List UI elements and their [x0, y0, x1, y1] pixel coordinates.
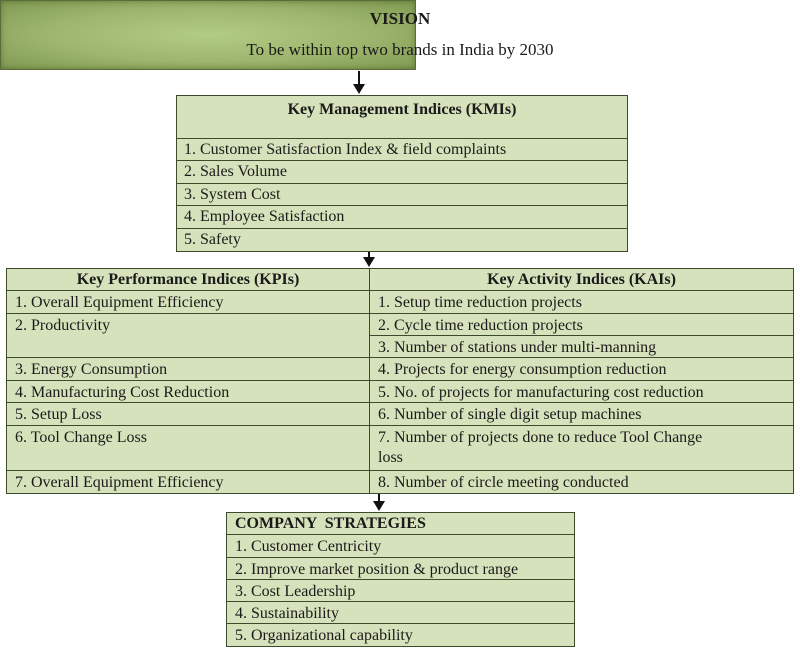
kai-item: 8. Number of circle meeting conducted — [378, 474, 629, 491]
kmi-item: 4. Employee Satisfaction — [177, 206, 627, 229]
strategy-item: 2. Improve market position & product range — [227, 558, 574, 580]
kai-item: 4. Projects for energy consumption reduction — [370, 358, 793, 381]
vision-statement: To be within top two brands in India by 2030 — [246, 40, 554, 59]
kai-item: 6. Number of single digit setup machines — [370, 403, 793, 426]
kai-item: 3. Number of stations under multi-manning — [370, 336, 793, 358]
kmi-box — [176, 95, 628, 252]
kai-item: 5. No. of projects for manufacturing cost reduction — [370, 381, 793, 403]
kpi-item: 1. Overall Equipment Efficiency — [7, 291, 369, 314]
kai-item-line: loss — [378, 449, 403, 466]
kpi-item: 3. Energy Consumption — [7, 358, 369, 381]
kai-item-multiline — [370, 426, 793, 471]
kmi-item: 2. Sales Volume — [177, 161, 627, 184]
kpi-title: Key Performance Indices (KPIs) — [7, 269, 369, 291]
strategy-item: 3. Cost Leadership — [227, 580, 574, 602]
kpi-item: 5. Setup Loss — [7, 403, 369, 426]
vision-box — [0, 0, 554, 70]
kpi-item: 4. Manufacturing Cost Reduction — [7, 381, 369, 403]
kmi-title: Key Management Indices (KMIs) — [177, 96, 627, 139]
strategy-item: 4. Sustainability — [227, 602, 574, 624]
kai-item-line: 7. Number of projects done to reduce Tool Change — [378, 429, 703, 446]
strategy-item: 5. Organizational capability — [235, 627, 413, 644]
kai-title: Key Activity Indices (KAIs) — [370, 269, 793, 291]
kai-box — [369, 268, 794, 494]
strategy-item: 1. Customer Centricity — [227, 535, 574, 558]
kpi-item: 2. Productivity — [7, 314, 369, 358]
arrow-head-vision-to-kmi — [353, 84, 365, 94]
kpi-item: 6. Tool Change Loss — [7, 426, 369, 471]
vision-title: VISION — [369, 9, 431, 28]
strategies-title: COMPANY STRATEGIES — [227, 513, 574, 535]
arrow-head-kmi-to-indices — [363, 257, 375, 267]
kai-item: 1. Setup time reduction projects — [370, 291, 793, 314]
kai-item: 2. Cycle time reduction projects — [370, 314, 793, 336]
kmi-item: 3. System Cost — [177, 184, 627, 206]
kmi-item: 5. Safety — [184, 231, 241, 248]
strategies-box — [226, 512, 575, 647]
arrow-vision-to-kmi — [358, 71, 360, 85]
kpi-box — [6, 268, 370, 494]
arrow-head-indices-to-strategies — [373, 501, 385, 511]
kmi-item: 1. Customer Satisfaction Index & field complaints — [177, 139, 627, 161]
kpi-item: 7. Overall Equipment Efficiency — [15, 474, 224, 491]
